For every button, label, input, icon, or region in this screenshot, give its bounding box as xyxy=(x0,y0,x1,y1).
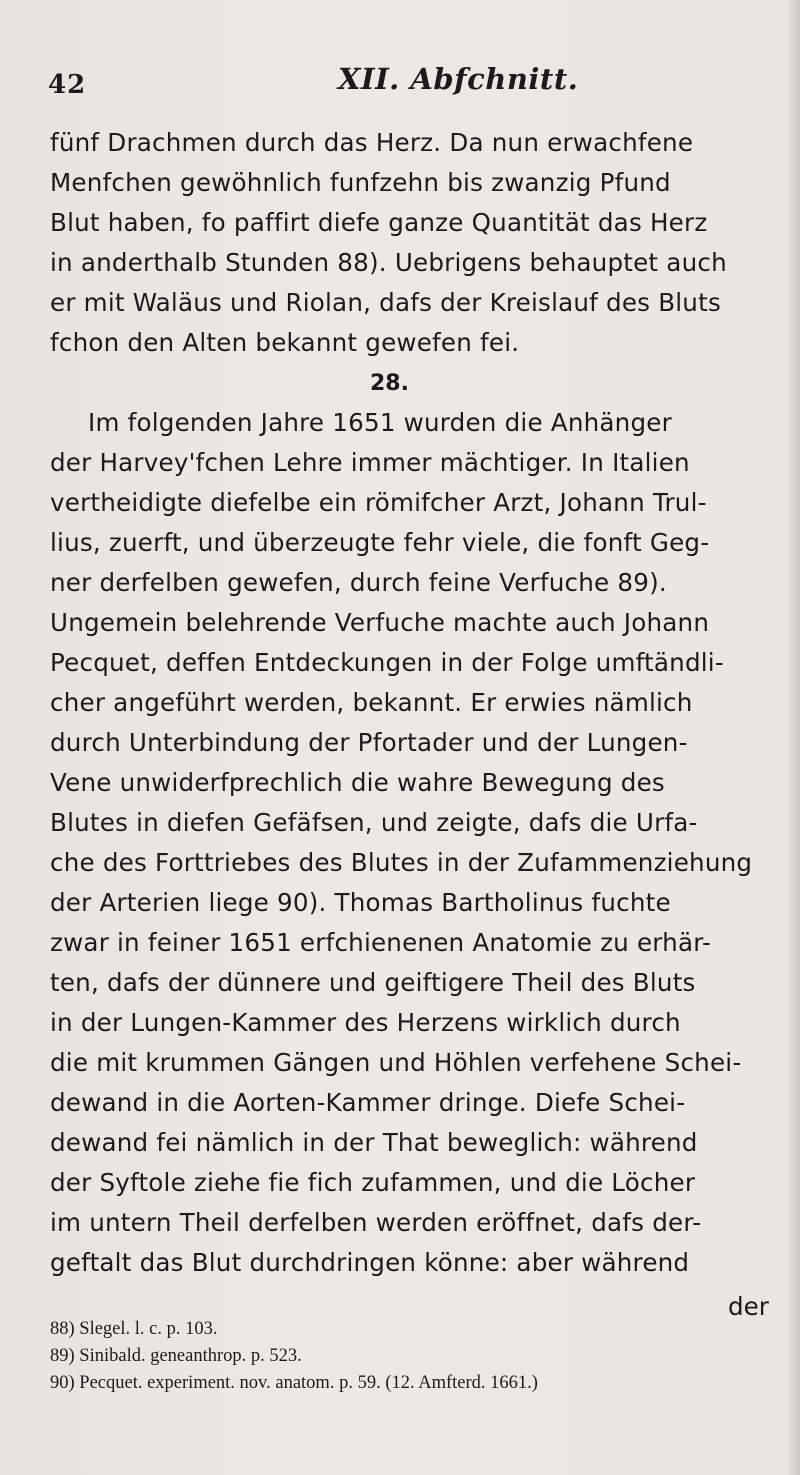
page-header xyxy=(48,62,748,102)
footnote: 89) Sinibald. geneanthrop. p. 523. xyxy=(50,1346,302,1366)
text-line: vertheidigte diefelbe ein römifcher Arzt, Johann Trul- xyxy=(50,488,707,517)
text-line: dewand fei nämlich in der That beweglich: während xyxy=(50,1128,698,1157)
text-line: Blutes in diefen Gefäfsen, und zeigte, dafs die Urfa- xyxy=(50,808,698,837)
text-line: durch Unterbindung der Pfortader und der Lungen- xyxy=(50,728,688,757)
text-line: Im folgenden Jahre 1651 wurden die Anhänger xyxy=(88,408,672,437)
text-line: lius, zuerft, und überzeugte fehr viele, die fonft Geg- xyxy=(50,528,710,557)
text-line: die mit krummen Gängen und Höhlen verfehene Schei- xyxy=(50,1048,742,1077)
text-line: che des Forttriebes des Blutes in der Zufammenziehung xyxy=(50,848,753,877)
text-line: Menfchen gewöhnlich funfzehn bis zwanzig Pfund xyxy=(50,168,671,197)
text-line: fünf Drachmen durch das Herz. Da nun erwachfene xyxy=(50,128,694,157)
page-number: 42 xyxy=(48,70,87,100)
text-line: er mit Waläus und Riolan, dafs der Kreislauf des Bluts xyxy=(50,288,721,317)
text-line: zwar in feiner 1651 erfchienenen Anatomie zu erhär- xyxy=(50,928,712,957)
text-line: fchon den Alten bekannt gewefen fei. xyxy=(50,328,520,357)
text-line: in der Lungen-Kammer des Herzens wirklich durch xyxy=(50,1008,681,1037)
footnote: 88) Slegel. l. c. p. 103. xyxy=(50,1319,218,1339)
text-line: der Arterien liege 90). Thomas Bartholinus fuchte xyxy=(50,888,671,917)
text-line: geftalt das Blut durchdringen könne: aber während xyxy=(50,1248,690,1277)
text-line: der Syftole ziehe fie fich zufammen, und die Löcher xyxy=(50,1168,696,1197)
page-edge-shadow xyxy=(786,0,800,1475)
text-line: der Harvey'fchen Lehre immer mächtiger. In Italien xyxy=(50,448,690,477)
section-number: 28. xyxy=(370,371,409,396)
text-line: cher angeführt werden, bekannt. Er erwies nämlich xyxy=(50,688,693,717)
text-line: ten, dafs der dünnere und geiftigere Theil des Bluts xyxy=(50,968,696,997)
text-line: im untern Theil derfelben werden eröffnet, dafs der- xyxy=(50,1208,702,1237)
text-line: in anderthalb Stunden 88). Uebrigens behauptet auch xyxy=(50,248,727,277)
text-line: Blut haben, fo paffirt diefe ganze Quantität das Herz xyxy=(50,208,708,237)
catchword: der xyxy=(728,1292,769,1321)
text-line: dewand in die Aorten-Kammer dringe. Diefe Schei- xyxy=(50,1088,686,1117)
text-line: ner derfelben gewefen, durch feine Verfuche 89). xyxy=(50,568,667,597)
text-line: Pecquet, deffen Entdeckungen in der Folge umftändli- xyxy=(50,648,724,677)
running-head: XII. Abfchnitt. xyxy=(338,62,579,96)
text-line: Vene unwiderfprechlich die wahre Bewegung des xyxy=(50,768,665,797)
footnote: 90) Pecquet. experiment. nov. anatom. p. 59. (12. Amfterd. 1661.) xyxy=(50,1373,538,1393)
text-line: Ungemein belehrende Verfuche machte auch Johann xyxy=(50,608,710,637)
